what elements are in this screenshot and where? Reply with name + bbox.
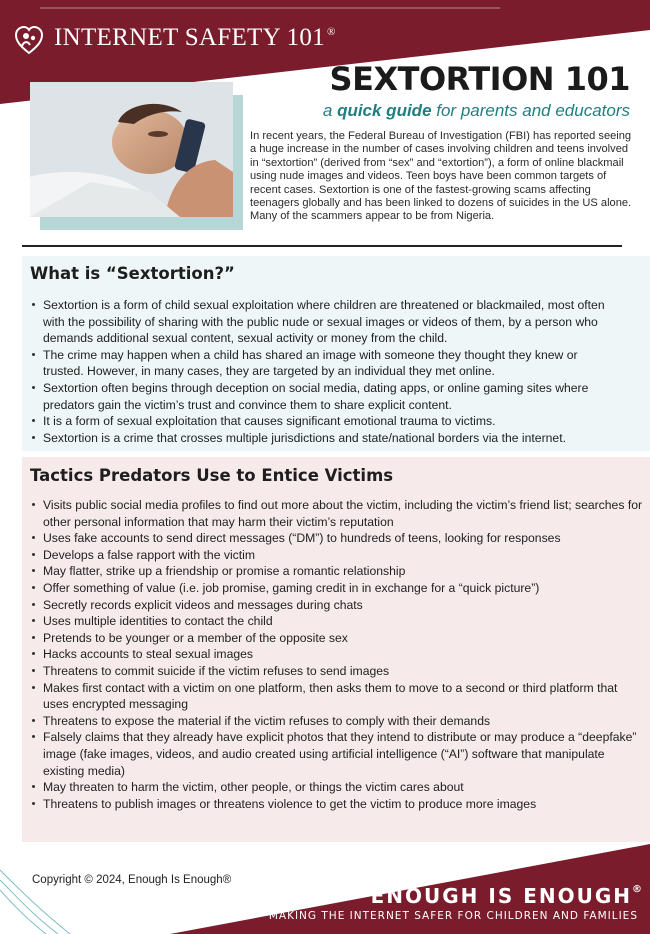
teen-with-phone-photo [30,82,233,217]
list-item: Hacks accounts to steal sexual images [30,646,645,663]
bullet-icon [32,569,35,572]
bullet-icon [32,669,35,672]
list-item: May threaten to harm the victim, other people, or things the victim cares about [30,779,645,796]
list-item: May flatter, strike up a friendship or promise a romantic relationship [30,563,645,580]
bullet-icon [32,353,35,356]
bullet-icon [32,503,35,506]
bullet-icon [32,586,35,589]
bullet-icon [32,303,35,306]
list-item: Falsely claims that they already have explicit photos that they intend to distribute or may produce a “deepfake” image (fake images, videos, and audio created using artificial intelligence (“AI”) software that manipulate existing media) [30,729,645,779]
bullet-icon [32,785,35,788]
page-subtitle: a quick guide for parents and educators [322,101,630,120]
list-item: Offer something of value (i.e. job promise, gaming credit in in exchange for a “quick picture”) [30,580,645,597]
list-item: Sextortion often begins through deception on social media, dating apps, or online gaming sites where predators gain the victim’s trust and convince them to share explicit content. [30,380,620,413]
bullet-icon [32,603,35,606]
org-name: ENOUGH IS ENOUGH® [370,884,642,908]
list-item: Uses fake accounts to send direct messages (“DM”) to hundreds of teens, looking for responses [30,530,645,547]
list-item: Visits public social media profiles to find out more about the victim, including the victim’s friend list; searches for other personal information that may harm their victim’s reputation [30,497,645,530]
list-item: The crime may happen when a child has shared an image with someone they thought they knew or trusted. However, in many cases, they are targeted by an individual they met online. [30,347,620,380]
list-item: Secretly records explicit videos and messages during chats [30,597,645,614]
list-item: Develops a false rapport with the victim [30,547,645,564]
brand-name: INTERNET SAFETY 101 ® [54,24,336,51]
bullet-icon [32,719,35,722]
list-item: Makes first contact with a victim on one platform, then asks them to move to a second or third platform that uses encrypted messaging [30,680,645,713]
bullet-icon [32,553,35,556]
intro-paragraph: In recent years, the Federal Bureau of Investigation (FBI) has reported seeing a huge increase in the number of cases involving children and teens involved in “sextortion” (derived from “sex” and “extortion”), a form of online blackmail using nude images and videos. Teen boys have been common targets of recent cases. Sextortion is one of the fastest-growing scams affecting teenagers globally and has been linked to dozens of suicides in the US alone. Many of the scammers appear to be from Nigeria. [250,130,632,223]
page-title: SEXTORTION 101 [329,60,630,98]
list-item: Threatens to publish images or threatens violence to get the victim to produce more images [30,796,645,813]
section1-heading: What is “Sextortion?” [30,264,235,283]
bullet-icon [32,419,35,422]
list-item: Sextortion is a crime that crosses multiple jurisdictions and state/national borders via the internet. [30,430,620,447]
section1-list [30,297,620,446]
org-tagline: MAKING THE INTERNET SAFER FOR CHILDREN AND FAMILIES [268,910,638,922]
heart-shield-logo-icon [14,24,44,56]
section2-list [30,497,645,812]
divider [22,245,622,247]
copyright-text: Copyright © 2024, Enough Is Enough® [32,874,232,886]
bullet-icon [32,386,35,389]
bullet-icon [32,686,35,689]
section2-heading: Tactics Predators Use to Entice Victims [30,466,394,485]
bullet-icon [32,636,35,639]
list-item: Pretends to be younger or a member of the opposite sex [30,630,645,647]
list-item: It is a form of sexual exploitation that causes significant emotional trauma to victims. [30,413,620,430]
bullet-icon [32,619,35,622]
list-item: Sextortion is a form of child sexual exploitation where children are threatened or blackmailed, most often with the possibility of sharing with the public nude or sexual images or videos of them, by a person who demands additional sexual content, sexual activity or money from the child. [30,297,620,347]
list-item: Threatens to commit suicide if the victim refuses to send images [30,663,645,680]
list-item: Threatens to expose the material if the victim refuses to comply with their demands [30,713,645,730]
bullet-icon [32,652,35,655]
bullet-icon [32,735,35,738]
list-item: Uses multiple identities to contact the child [30,613,645,630]
bullet-icon [32,436,35,439]
bullet-icon [32,802,35,805]
bullet-icon [32,536,35,539]
